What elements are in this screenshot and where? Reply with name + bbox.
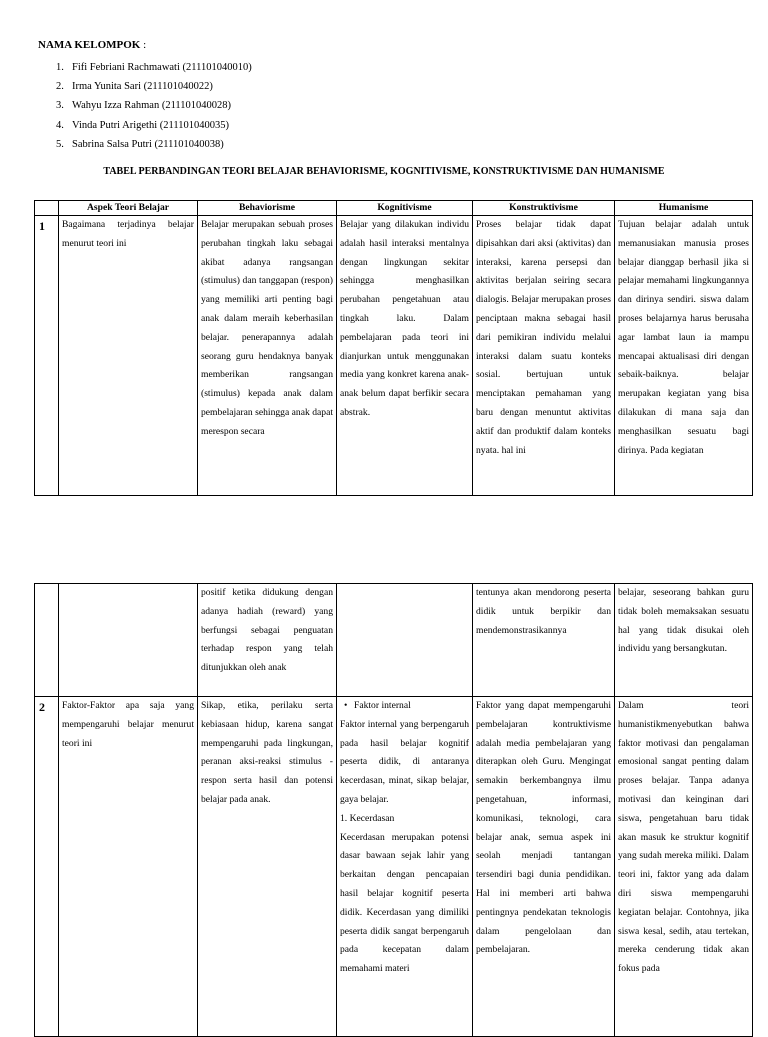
cell-konstruktivisme: Proses belajar tidak dapat dipisahkan dari aksi (aktivitas) dan interaksi, karena persepsi dan aktivitas berjalan seiring secara dialogis. Belajar merupakan proses penciptaan makna sebagai hasil dari pemikiran individu melalui interaksi dalam suatu konteks sosial. bertujuan untuk menciptakan pemahaman yang baru dengan menuntut aktivitas aktif dan produktif dalam konteks nyata. hal ini (473, 216, 615, 496)
cell-kognitivisme: Belajar yang dilakukan individu adalah hasil interaksi mentalnya dengan lingkungan sekitar sehingga menghasilkan perubahan pengetahuan atau tingkah laku. Dalam pembelajaran pada teori ini dianjurkan untuk menggunakan media yang konkret karena anak-anak belum dapat berfikir secara abstrak. (337, 216, 473, 496)
paragraph: Kecerdasan merupakan potensi dasar bawaan sejak lahir yang berkaitan dengan pencapaian hasil belajar kognitif peserta didik. Kecerdasan yang dimiliki peserta didik sangat berpengaruh pada kecepatan dalam memahami materi (340, 831, 469, 975)
cell-humanisme: belajar, seseorang bahkan guru tidak boleh memaksakan sesuatu hal yang tidak disukai oleh individu yang bersangkutan. (615, 584, 753, 697)
comparison-table-part-2 (34, 583, 753, 1037)
table-row (35, 697, 753, 1037)
cell-kognitivisme (337, 697, 473, 1037)
cell-behaviorisme: Belajar merupakan sebuah proses perubahan tingkah laku sebagai akibat adanya rangsangan (stimulus) dan tanggapan (respon) yang memiliki arti penting bagi anak dalam meraih keberhasilan belajar. penerapannya adalah seorang guru hendaknya banyak memberikan rangsangan (stimulus) kepada anak dalam pembelajaran sehingga anak dapat merespon secara (198, 216, 337, 496)
header-behaviorisme: Behaviorisme (198, 201, 337, 216)
row-number: 2 (35, 697, 59, 1037)
group-label: NAMA KELOMPOK : (38, 39, 147, 51)
cell-konstruktivisme: tentunya akan mendorong peserta didik untuk berpikir dan mendemonstrasikannya (473, 584, 615, 697)
cell-behaviorisme: positif ketika didukung dengan adanya hadiah (reward) yang berfungsi sebagai penguatan terhadap respon yang telah ditunjukkan oleh anak (198, 584, 337, 697)
sub-heading: 1. Kecerdasan (340, 812, 395, 824)
document-title: TABEL PERBANDINGAN TEORI BELAJAR BEHAVIORISME, KOGNITIVISME, KONSTRUKTIVISME DAN HUMANISME (103, 166, 665, 177)
member-item: 3. Wahyu Izza Rahman (211101040028) (56, 100, 232, 112)
cell-kognitivisme (337, 584, 473, 697)
cell-aspek: Bagaimana terjadinya belajar menurut teori ini (59, 216, 198, 496)
header-no (35, 201, 59, 216)
cell-humanisme: Tujuan belajar adalah untuk memanusiakan manusia proses belajar dianggap berhasil jika si pelajar memahami lingkungannya dan dirinya sendiri. siswa dalam proses belajarnya harus berusaha agar lambat laun ia mampu mencapai aktualisasi diri dengan sebaik-baiknya. belajar merupakan kegiatan yang bisa dilakukan di mana saja dan menghasilkan sesuatu bagi dirinya. Pada kegiatan (615, 216, 753, 496)
member-item: 5. Sabrina Salsa Putri (211101040038) (56, 138, 224, 150)
comparison-table-part-1 (34, 200, 753, 496)
bullet-item: • Faktor internal (340, 697, 469, 716)
cell-aspek: Faktor-Faktor apa saja yang mempengaruhi belajar menurut teori ini (59, 697, 198, 1037)
table-row (35, 216, 753, 496)
table-header-row (35, 201, 753, 216)
cell-aspek (59, 584, 198, 697)
header-konstruktivisme: Konstruktivisme (473, 201, 615, 216)
paragraph: Faktor internal yang berpengaruh pada hasil belajar kognitif peserta didik, di antaranya kecerdasan, minat, sikap belajar, gaya belajar. (340, 718, 469, 805)
row-number (35, 584, 59, 697)
cell-konstruktivisme: Faktor yang dapat mempengaruhi pembelajaran kontruktivisme adalah media pembelajaran yang diterapkan oleh Guru. Mengingat semakin berkembangnya ilmu pengetahuan, informasi, komunikasi, teknologi, cara belajar anak, semua aspek ini seolah menjadi tantangan tersendiri bagi dunia pendidikan. Hal ini memberi arti bahwa pentingnya pendekatan teknologis dalam pengelolaan dan pembelajaran. (473, 697, 615, 1037)
member-item: 1. Fifi Febriani Rachmawati (211101040010) (56, 62, 252, 73)
member-list (56, 58, 252, 154)
header-humanisme: Humanisme (615, 201, 753, 216)
header-aspek: Aspek Teori Belajar (59, 201, 198, 216)
cell-humanisme: Dalam teori humanistikmenyebutkan bahwa faktor motivasi dan pengalaman emosional sangat penting dalam proses belajar. Tanpa adanya motivasi dan keinginan dari siswa, pengetahuan baru tidak akan masuk ke struktur kognitif yang sudah mereka miliki. Dalam teori ini, faktor yang ada dalam diri siswa mempengaruhi kegiatan belajar. Contohnya, jika siswa kesal, sedih, atau tertekan, mereka cenderung tidak akan fokus pada (615, 697, 753, 1037)
cell-behaviorisme: Sikap, etika, perilaku serta kebiasaan hidup, karena sangat mempengaruhi pada lingkungan, peranan aksi-reaksi stimulus - respon serta hasil dan potensi belajar pada anak. (198, 697, 337, 1037)
row-number: 1 (35, 216, 59, 496)
header-kognitivisme: Kognitivisme (337, 201, 473, 216)
member-item: 2. Irma Yunita Sari (211101040022) (56, 81, 213, 93)
table-row (35, 584, 753, 697)
member-item: 4. Vinda Putri Arigethi (211101040035) (56, 119, 229, 131)
